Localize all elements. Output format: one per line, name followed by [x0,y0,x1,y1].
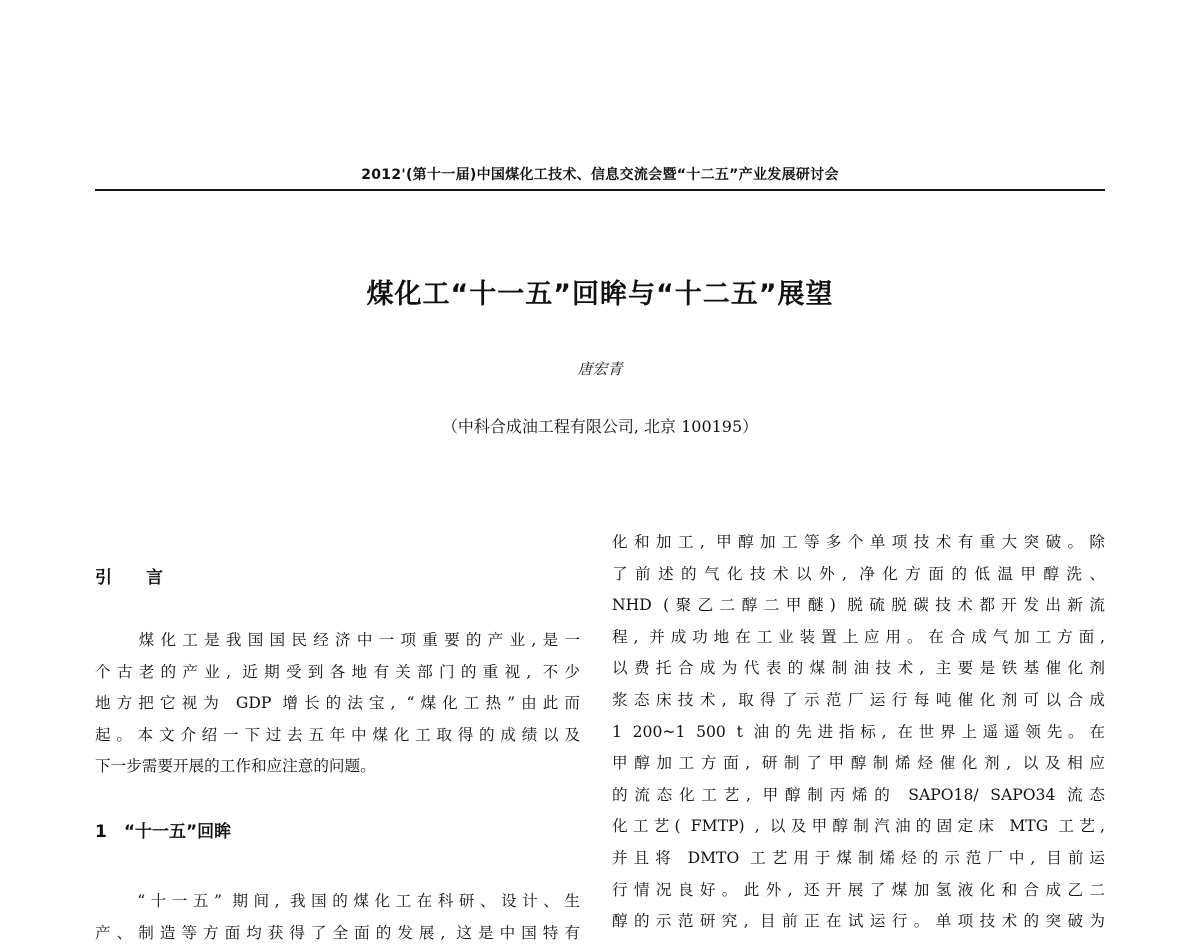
section-heading-1: 1 “十一五”回眸 [95,822,232,842]
text-line: 下一步需要开展的工作和应注意的问题。 [95,757,376,776]
right-column-paragraph [612,527,1105,938]
text-line: “十一五” 期间, 我国的煤化工在科研、设计、生 [95,892,580,910]
text-line: 甲醇加工方面, 研制了甲醇制烯烃催化剂, 以及相应 [612,754,1105,773]
text-line: 地方把它视为 GDP 增长的法宝, “煤化工热”由此而 [95,694,580,713]
text-line: 行情况良好。此外, 还开展了煤加氢液化和合成乙二 [612,880,1105,899]
paper-title: 煤化工“十一五”回眸与“十二五”展望 [366,279,834,310]
text-line: NHD (聚乙二醇二甲醚) 脱硫脱碳技术都开发出新流 [612,596,1105,615]
introduction-paragraph [95,625,580,783]
section-1-paragraph [95,886,580,949]
text-line: 程, 并成功地在工业装置上应用。在合成气加工方面, [612,627,1105,646]
running-head: 2012'(第十一届)中国煤化工技术、信息交流会暨“十二五”产业发展研讨会 [361,167,839,183]
text-line: 化和加工, 甲醇加工等多个单项技术有重大突破。除 [612,533,1105,551]
text-line: 的流态化工艺, 甲醇制丙烯的 SAPO18/ SAPO34 流态 [612,785,1105,804]
text-line: 起。本文介绍一下过去五年中煤化工取得的成绩以及 [95,725,580,744]
author: 唐宏青 [577,360,623,378]
text-line: 个古老的产业, 近期受到各地有关部门的重视, 不少 [95,662,580,681]
text-line: 以费托合成为代表的煤制油技术, 主要是铁基催化剂 [612,659,1105,678]
text-line: 化工艺( FMTP) , 以及甲醇制汽油的固定床 MTG 工艺, [612,817,1105,836]
text-line: 产、制造等方面均获得了全面的发展, 这是中国特有 [95,923,580,942]
text-line: 煤化工是我国国民经济中一项重要的产业,是一 [95,631,580,649]
header-rule [95,189,1105,191]
affiliation: （中科合成油工程有限公司, 北京 100195） [441,417,759,436]
text-line: 醇的示范研究, 目前正在试运行。单项技术的突破为 [612,912,1105,931]
text-line: 了前述的气化技术以外, 净化方面的低温甲醇洗、 [612,564,1105,583]
text-line: 1 200~1 500 t 油的先进指标, 在世界上遥遥领先。在 [612,722,1105,741]
text-line: 浆态床技术, 取得了示范厂运行每吨催化剂可以合成 [612,690,1105,709]
text-line: 并且将 DMTO 工艺用于煤制烯烃的示范厂中, 目前运 [612,848,1105,867]
section-heading-introduction: 引 言 [95,568,163,588]
